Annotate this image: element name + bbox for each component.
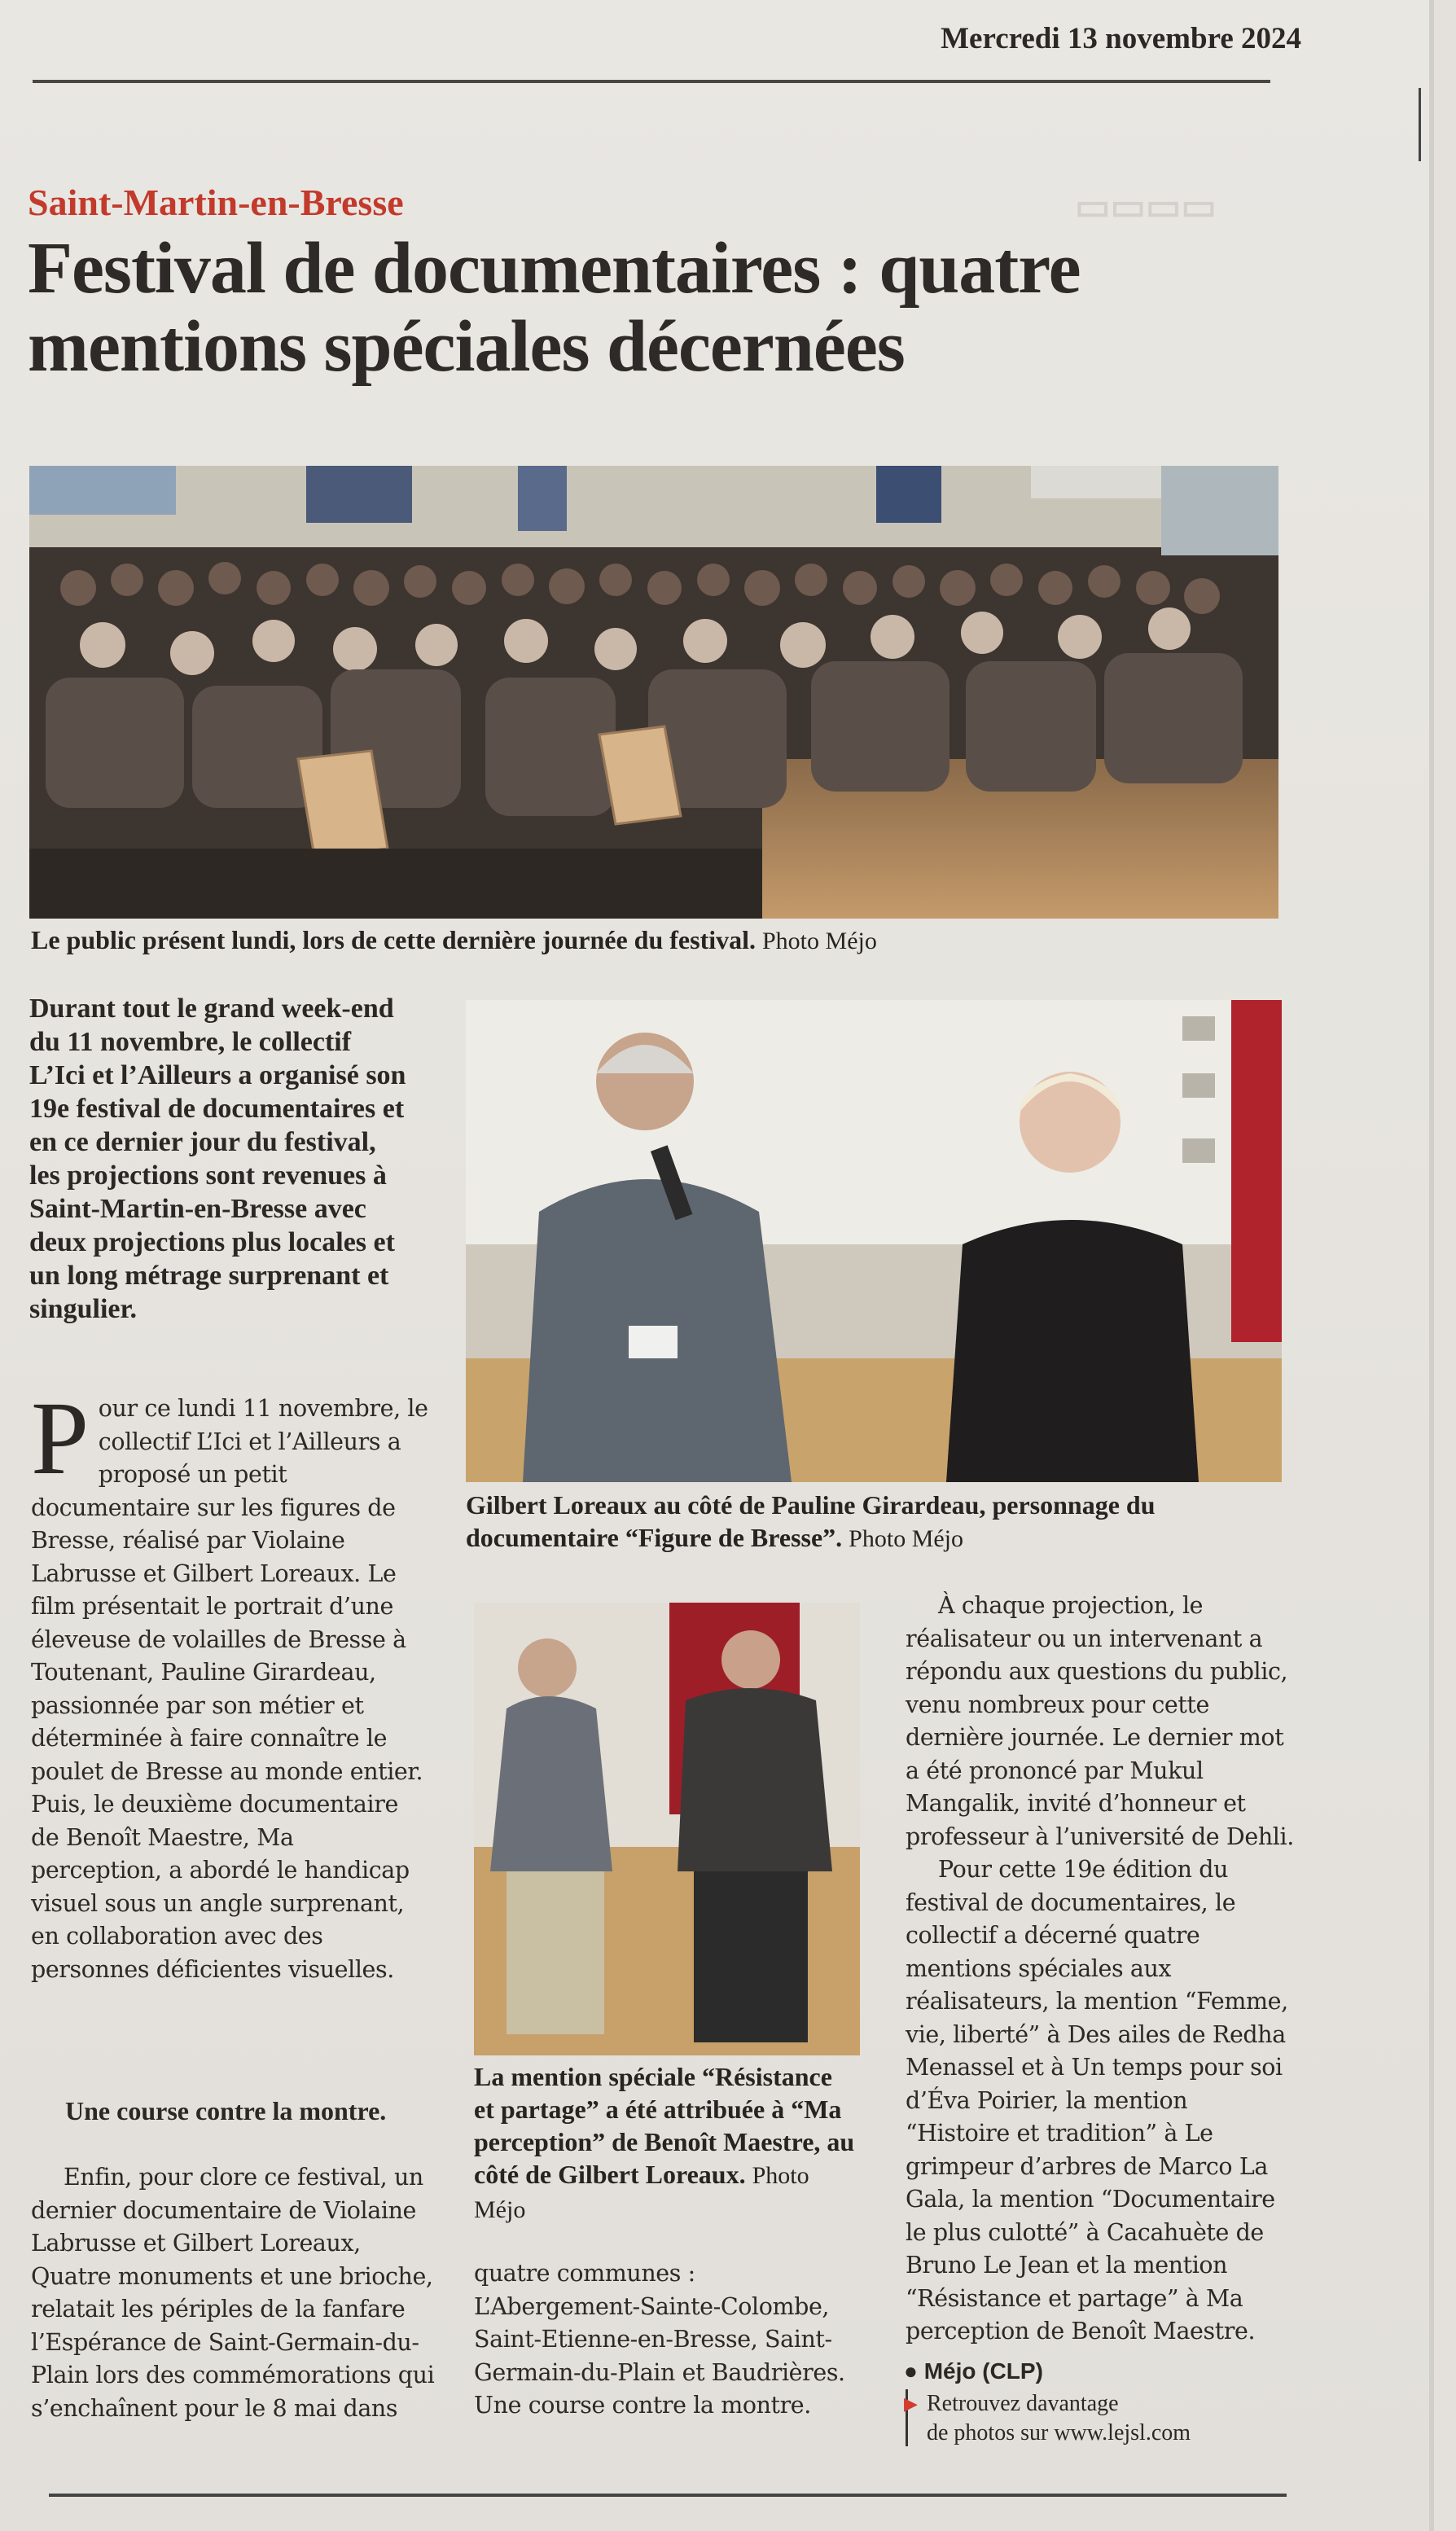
- more-line2: de photos sur www.lejsl.com: [927, 2420, 1191, 2445]
- audience-image: [29, 466, 1278, 919]
- page-date: Mercredi 13 novembre 2024: [941, 22, 1301, 55]
- dropcap: P: [31, 1380, 89, 1496]
- article-subhead: Une course contre la montre.: [65, 2096, 387, 2125]
- bleed-through: ▭▭▭▭: [1075, 186, 1217, 227]
- article-headline: Festival de documentaires : quatre mentions spéciales décernées: [28, 228, 1081, 387]
- photo3-credit: Photo Méjo: [474, 2162, 809, 2223]
- article-lede: Durant tout le grand week-end du 11 novembre, le collectif L’Ici et l’Ailleurs a organisé son 19e festival de documentaires et en ce dernier jour du festival, les projections sont revenues à Saint-Martin-en-Bresse avec deux projections plus locales et un long métrage surprenant et singulier.: [29, 994, 406, 1324]
- signature-text: Méjo (CLP): [923, 2358, 1043, 2384]
- arrow-icon: ▶: [904, 2393, 918, 2414]
- loreaux-girardeau-image: [466, 1000, 1282, 1482]
- photo1-caption-text: Le public présent lundi, lors de cette dernière journée du festival.: [31, 925, 756, 954]
- article-kicker: Saint-Martin-en-Bresse: [28, 182, 404, 223]
- more-line1: Retrouvez davantage: [927, 2391, 1119, 2416]
- column1-paragraph1: [31, 1380, 430, 1986]
- audience-photo: [29, 466, 1278, 919]
- column3-paragraph2: Pour cette 19e édition du festival de documentaires, le collectif a décerné quatre mentions spéciales aux réalisateurs, la mention “Femme, vie, liberté” à Des ailes de Redha Menassel et à Un temps pour soi d’Éva Poirier, la mention “Histoire et tradition” à Le grimpeur d’arbres de Marco La Gala, la mention “Documentaire le plus culotté” à Cacahuète de Bruno Le Jean et la mention “Résistance et partage” à Ma perception de Benoît Maestre.: [906, 1856, 1288, 2345]
- column1-paragraph2: Enfin, pour clore ce festival, un dernier documentaire de Violaine Labrusse et Gilbert Loreaux, Quatre monuments et une brioche, relatait les périples de la fanfare l’Espérance de Saint-Germain-du-Plain lors des commémorations qui s’enchaînent pour le 8 mai dans: [31, 2164, 435, 2422]
- photo3-caption-text: La mention spéciale “Résistance et partage” a été attribuée à “Ma perception” de Benoît Maestre, au côté de Gilbert Loreaux.: [474, 2062, 855, 2189]
- photo2-caption: [466, 1489, 1280, 1555]
- bottom-rule: [49, 2494, 1287, 2529]
- more-photos-link[interactable]: [904, 2389, 1191, 2448]
- photo2-caption-text: Gilbert Loreaux au côté de Pauline Girardeau, personnage du documentaire “Figure de Bresse”.: [466, 1490, 1156, 1552]
- photo2-credit: Photo Méjo: [849, 1525, 964, 1552]
- loreaux-girardeau-photo: [466, 1000, 1282, 1482]
- photo1-credit: Photo Méjo: [762, 928, 877, 954]
- top-rule: [33, 80, 1270, 83]
- column1-paragraph1-text: our ce lundi 11 novembre, le collectif L’Ici et l’Ailleurs a proposé un petit documentaire sur les figures de Bresse, réalisé par Violaine Labrusse et Gilbert Loreaux. Le film présentait le portrait d’une éleveuse de volailles de Bresse à Toutenant, Pauline Girardeau, passionnée par son métier et déterminée à faire connaître le poulet de Bresse au monde entier. Puis, le deuxième documentaire de Benoît Maestre, Ma perception, a abordé le handicap visuel sous un angle surprenant, en collaboration avec des personnes déficientes visuelles.: [31, 1395, 428, 1983]
- column3-paragraph1: À chaque projection, le réalisateur ou un intervenant a répondu aux questions du public, venu nombreux pour cette dernière journée. Le dernier mot a été prononcé par Mukul Mangalik, invité d’honneur et professeur à l’université de Dehli.: [906, 1592, 1294, 1850]
- photo1-caption: [31, 923, 1277, 958]
- photo3-caption: [474, 2060, 857, 2226]
- signature: ● Méjo (CLP): [904, 2358, 1043, 2384]
- side-rule: [1419, 88, 1421, 161]
- maestre-loreaux-image: [474, 1603, 860, 2055]
- column2-continuation: quatre communes : L’Abergement-Sainte-Colombe, Saint-Etienne-en-Bresse, Saint-Germain-du-Plain et Baudrières. Une course contre la montre.: [474, 2260, 845, 2419]
- maestre-loreaux-photo: [474, 1603, 860, 2055]
